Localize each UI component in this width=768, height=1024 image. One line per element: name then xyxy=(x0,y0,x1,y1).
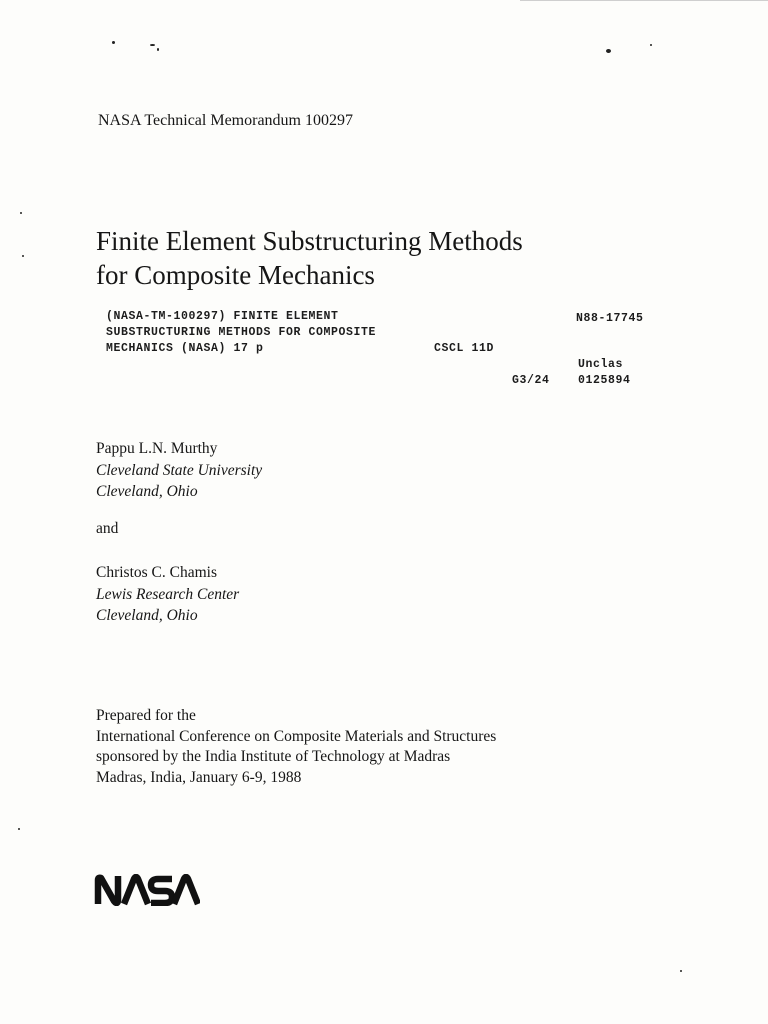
author-affiliation: Cleveland State University xyxy=(96,461,263,479)
catalog-line-2: SUBSTRUCTURING METHODS FOR COMPOSITE xyxy=(106,326,377,339)
catalog-number: 0125894 xyxy=(578,374,631,387)
prepared-line-2: International Conference on Composite Materials and Structures xyxy=(96,727,497,745)
scan-speck xyxy=(606,49,611,53)
prepared-line-3: sponsored by the India Institute of Technology at Madras xyxy=(96,748,451,765)
title-line-1: Finite Element Substructuring Methods xyxy=(96,226,523,256)
document-title xyxy=(96,224,523,292)
catalog-unclas: Unclas xyxy=(578,358,624,371)
scan-edge-line xyxy=(520,0,768,1)
scan-speck xyxy=(22,255,24,257)
scan-speck xyxy=(680,970,682,972)
author-name: Pappu L.N. Murthy xyxy=(96,440,218,457)
scan-speck xyxy=(150,44,155,46)
title-line-2: for Composite Mechanics xyxy=(96,260,375,290)
scan-speck xyxy=(20,212,22,214)
prepared-for-block xyxy=(96,706,496,788)
nasa-worm-logo-icon xyxy=(94,874,200,906)
author-block-2 xyxy=(96,562,239,627)
author-affiliation: Lewis Research Center xyxy=(96,585,240,603)
catalog-line-1: (NASA-TM-100297) FINITE ELEMENT xyxy=(106,310,339,323)
author-name: Christos C. Chamis xyxy=(96,564,218,581)
catalog-line-3: MECHANICS (NASA) 17 p xyxy=(106,342,264,355)
catalog-group: G3/24 xyxy=(512,374,550,387)
prepared-line-4: Madras, India, January 6-9, 1988 xyxy=(96,768,302,786)
scan-speck xyxy=(157,48,159,51)
catalog-accession: N88-17745 xyxy=(576,312,644,325)
scan-speck xyxy=(18,828,20,830)
author-location: Cleveland, Ohio xyxy=(96,607,198,624)
scan-speck xyxy=(650,44,652,46)
scan-speck xyxy=(112,41,115,44)
catalog-cscl: CSCL 11D xyxy=(434,342,495,355)
author-location: Cleveland, Ohio xyxy=(96,483,198,500)
memo-number: NASA Technical Memorandum 100297 xyxy=(98,112,353,129)
author-block-1 xyxy=(96,438,262,503)
nasa-logo xyxy=(94,874,200,911)
conjunction-and: and xyxy=(96,520,119,537)
prepared-line-1: Prepared for the xyxy=(96,707,196,724)
